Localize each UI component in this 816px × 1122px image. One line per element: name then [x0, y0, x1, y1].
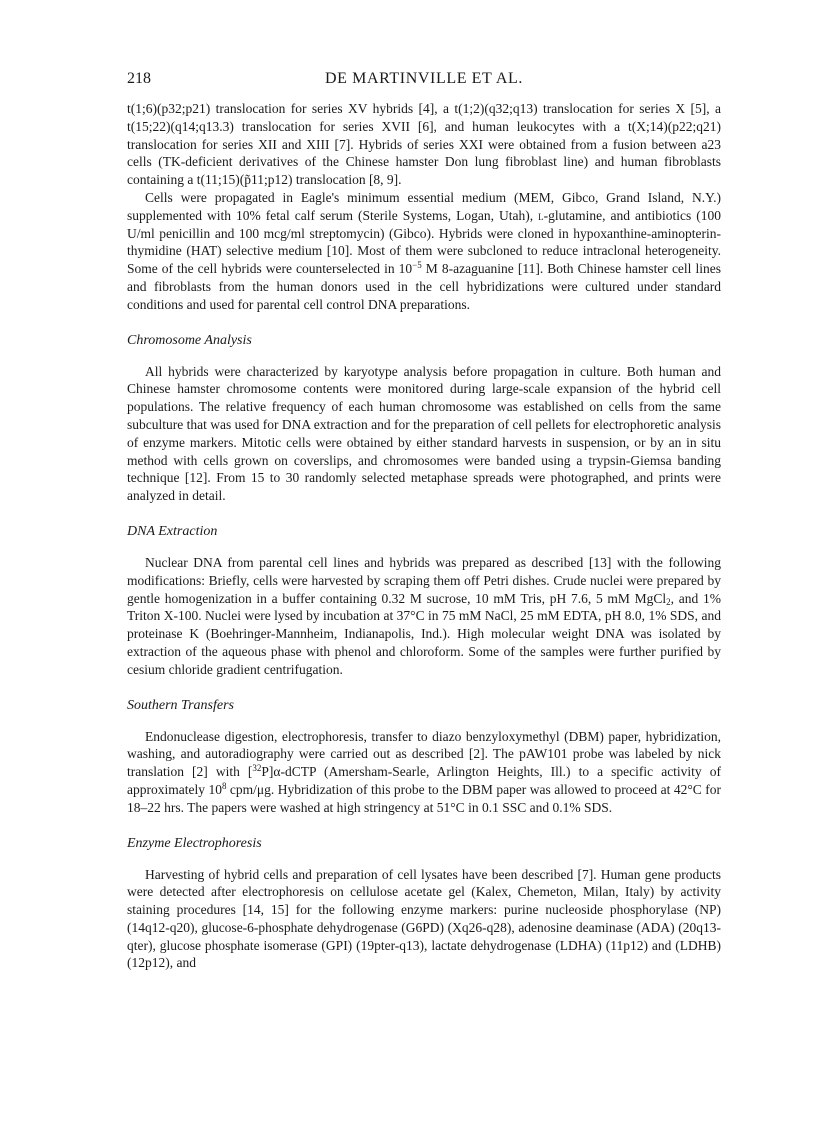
page-number: 218: [127, 70, 151, 87]
running-head: DE MARTINVILLE ET AL.: [325, 70, 523, 87]
intro-paragraph-1: t(1;6)(p32;p21) translocation for series XV hybrids [4], a t(1;2)(q32;q13) translocation for series X [5], a t(15;22)(q14;q13.3) translocation for series XVII [6], and human leukocytes with a t(X;14)(p22;q21) translocation for series XII and XIII [7]. Hybrids of series XXI were obtained from a fusion between a23 cells (TK-deficient derivatives of the Chinese hamster Don lung fibroblast line) and human fibroblasts containing a t(11;15)(p̃11;p12) translocation [8, 9].: [127, 101, 721, 188]
chromosome-analysis-paragraph: All hybrids were characterized by karyotype analysis before propagation in culture. Both human and Chinese hamster chromosome contents were monitored during large-scale expansion of the hybrid cell populations. The relative frequency of each human chromosome was established on cells from the same subculture that was used for DNA extraction and for the preparation of cell pellets for electrophoretic analysis of enzyme markers. Mitotic cells were obtained by either standard harvests in suspension, or by an in situ method with cells grown on coverslips, and chromosomes were banded using a trypsin-Giemsa banding technique [12]. From 15 to 30 randomly selected metaphase spreads were photographed, and prints were analyzed in detail.: [127, 363, 721, 504]
section-heading-dna-extraction: DNA Extraction: [127, 523, 218, 539]
southern-transfers-paragraph: Endonuclease digestion, electrophoresis, transfer to diazo benzyloxymethyl (DBM) paper, hybridization, washing, and autoradiography were carried out as described [2]. The pAW101 probe was labeled by nick translation [2] with [$^{32}$P]α-dCTP (Amersham-Searle, Arlington Heights, Ill.) to a specific activity of approximately $10^8$ cpm/μg. Hybridization of this probe to the DBM paper was allowed to proceed at 42°C for 18–22 hrs. The papers were washed at high stringency at 51°C in 0.1 SSC and 0.1% SDS.: [127, 728, 721, 815]
intro-paragraph-2: Cells were propagated in Eagle's minimum essential medium (MEM, Gibco, Grand Island, N.Y.) supplemented with 10% fetal calf serum (Sterile Systems, Logan, Utah), l-glutamine, and antibiotics (100 U/ml penicillin and 100 mcg/ml streptomycin) (Gibco). Hybrids were cloned in hypoxanthine-aminopterin-thymidine (HAT) selective medium [10]. Most of them were subcloned to reduce intraclonal heterogeneity. Some of the cell hybrids were counterselected in $10^{-5}$ M 8-azaguanine [11]. Both Chinese hamster cell lines and fibroblasts from the human donors used in the cell hybridizations were cultured under standard conditions and used for parental cell control DNA preparations.: [127, 189, 721, 312]
dna-extraction-paragraph: Nuclear DNA from parental cell lines and hybrids was prepared as described [13] with the following modifications: Briefly, cells were harvested by scraping them off Petri dishes. Crude nuclei were prepared by gentle homogenization in a buffer containing 0.32 M sucrose, 10 mM Tris, pH 7.6, 5 mM MgCl$_2$, and 1% Triton X-100. Nuclei were lysed by incubation at 37°C in 75 mM NaCl, 25 mM EDTA, pH 8.0, 1% SDS, and proteinase K (Boehringer-Mannheim, Indianapolis, Ind.). High molecular weight DNA was isolated by extraction of the aqueous phase with phenol and chloroform. Some of the samples were further purified by cesium chloride gradient centrifugation.: [127, 554, 721, 677]
section-heading-southern-transfers: Southern Transfers: [127, 697, 234, 713]
section-heading-chromosome-analysis: Chromosome Analysis: [127, 332, 252, 348]
page-header: [127, 70, 721, 94]
section-heading-enzyme-electrophoresis: Enzyme Electrophoresis: [127, 835, 262, 851]
article-body: [127, 100, 721, 972]
enzyme-electrophoresis-paragraph: Harvesting of hybrid cells and preparation of cell lysates have been described [7]. Human gene products were detected after electrophoresis on cellulose acetate gel (Kalex, Chemeton, Milan, Italy) by activity staining procedures [14, 15] for the following enzyme markers: purine nucleoside phosphorylase (NP) (14q12-q20), glucose-6-phosphate dehydrogenase (G6PD) (Xq26-q28), adenosine deaminase (ADA) (20q13-qter), glucose phosphate isomerase (GPI) (19pter-q13), lactate dehydrogenase (LDHA) (11p12) and (LDHB) (12p12), and: [127, 866, 721, 971]
